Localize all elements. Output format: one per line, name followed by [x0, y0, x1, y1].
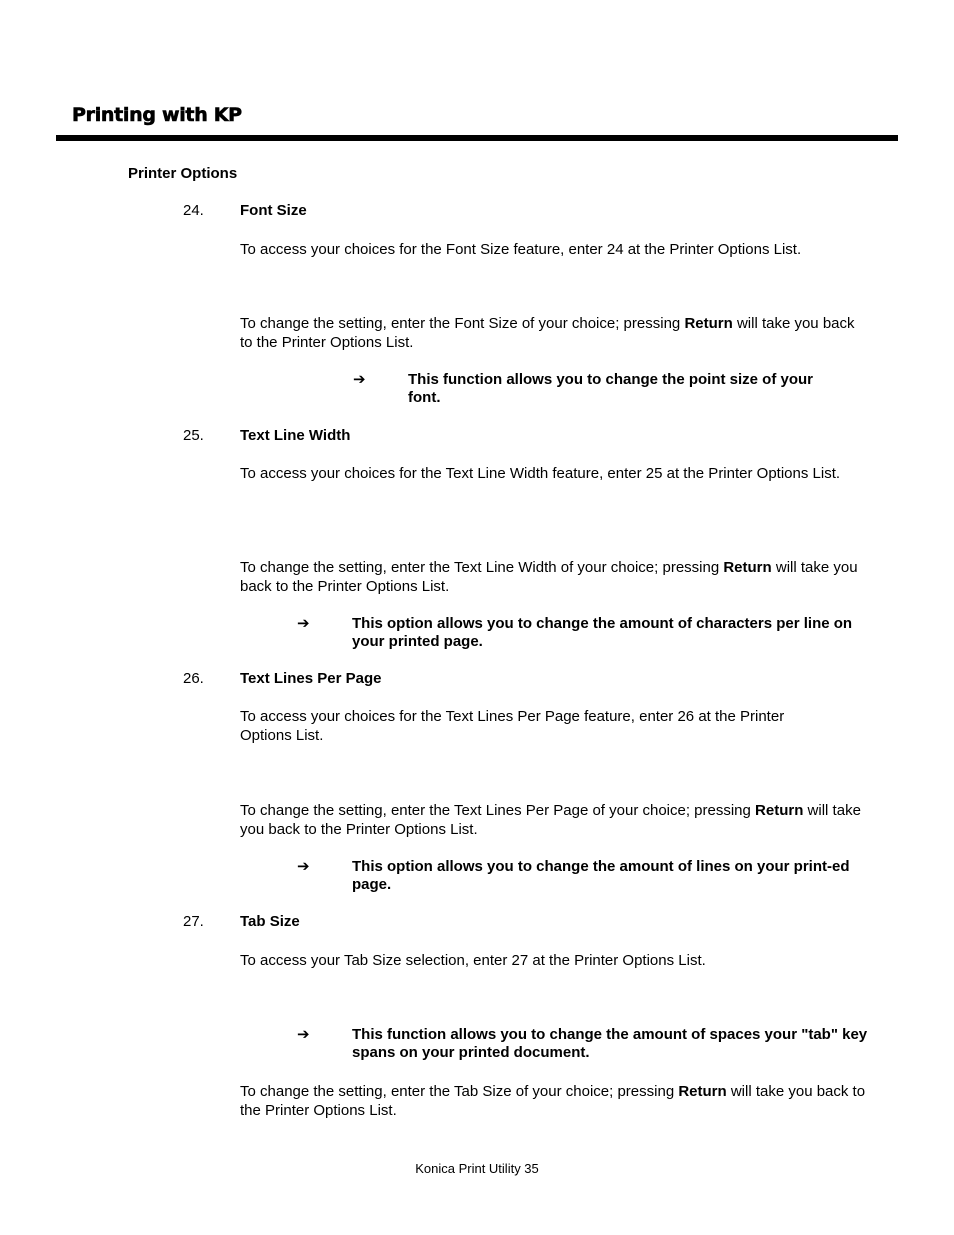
access-paragraph: To access your choices for the Font Size feature, enter 24 at the Printer Options List.	[240, 241, 802, 258]
item-number: 24.	[183, 202, 204, 219]
note-text: This option allows you to change the amount of characters per line on your printed page.	[352, 615, 853, 650]
item-title: Text Lines Per Page	[240, 670, 382, 687]
item-number: 25.	[183, 427, 204, 444]
item-title: Text Line Width	[240, 427, 351, 444]
right-arrow-icon: ➔	[353, 370, 366, 388]
right-arrow-icon: ➔	[297, 614, 310, 632]
note-text: This function allows you to change the amount of spaces your "tab" key spans on your printed document.	[352, 1026, 868, 1061]
note-text: This function allows you to change the point size of your font.	[408, 371, 814, 406]
chapter-title: Printing with KP	[72, 104, 242, 126]
change-paragraph: To change the setting, enter the Text Line Width of your choice; pressing Return will take you back to the Printer Options List.	[240, 559, 858, 595]
item-title: Font Size	[240, 202, 307, 219]
item-number: 27.	[183, 913, 204, 930]
access-paragraph: To access your Tab Size selection, enter 27 at the Printer Options List.	[240, 952, 706, 969]
right-arrow-icon: ➔	[297, 1025, 310, 1043]
item-title: Tab Size	[240, 913, 300, 930]
note-text: This option allows you to change the amount of lines on your print-ed page.	[352, 858, 850, 893]
header-rule	[56, 135, 898, 141]
access-paragraph: To access your choices for the Text Line Width feature, enter 25 at the Printer Options List.	[240, 465, 841, 482]
section-title: Printer Options	[128, 165, 238, 182]
access-paragraph: To access your choices for the Text Lines Per Page feature, enter 26 at the Printer Options List.	[240, 708, 785, 744]
change-paragraph: To change the setting, enter the Tab Size of your choice; pressing Return will take you back to the Printer Options List.	[240, 1083, 866, 1119]
page-footer: Konica Print Utility 35	[415, 1161, 539, 1176]
change-paragraph: To change the setting, enter the Font Size of your choice; pressing Return will take you back to the Printer Options List.	[240, 315, 855, 351]
item-number: 26.	[183, 670, 204, 687]
change-paragraph: To change the setting, enter the Text Lines Per Page of your choice; pressing Return will take you back to the Printer Options List.	[240, 802, 861, 838]
right-arrow-icon: ➔	[297, 857, 310, 875]
